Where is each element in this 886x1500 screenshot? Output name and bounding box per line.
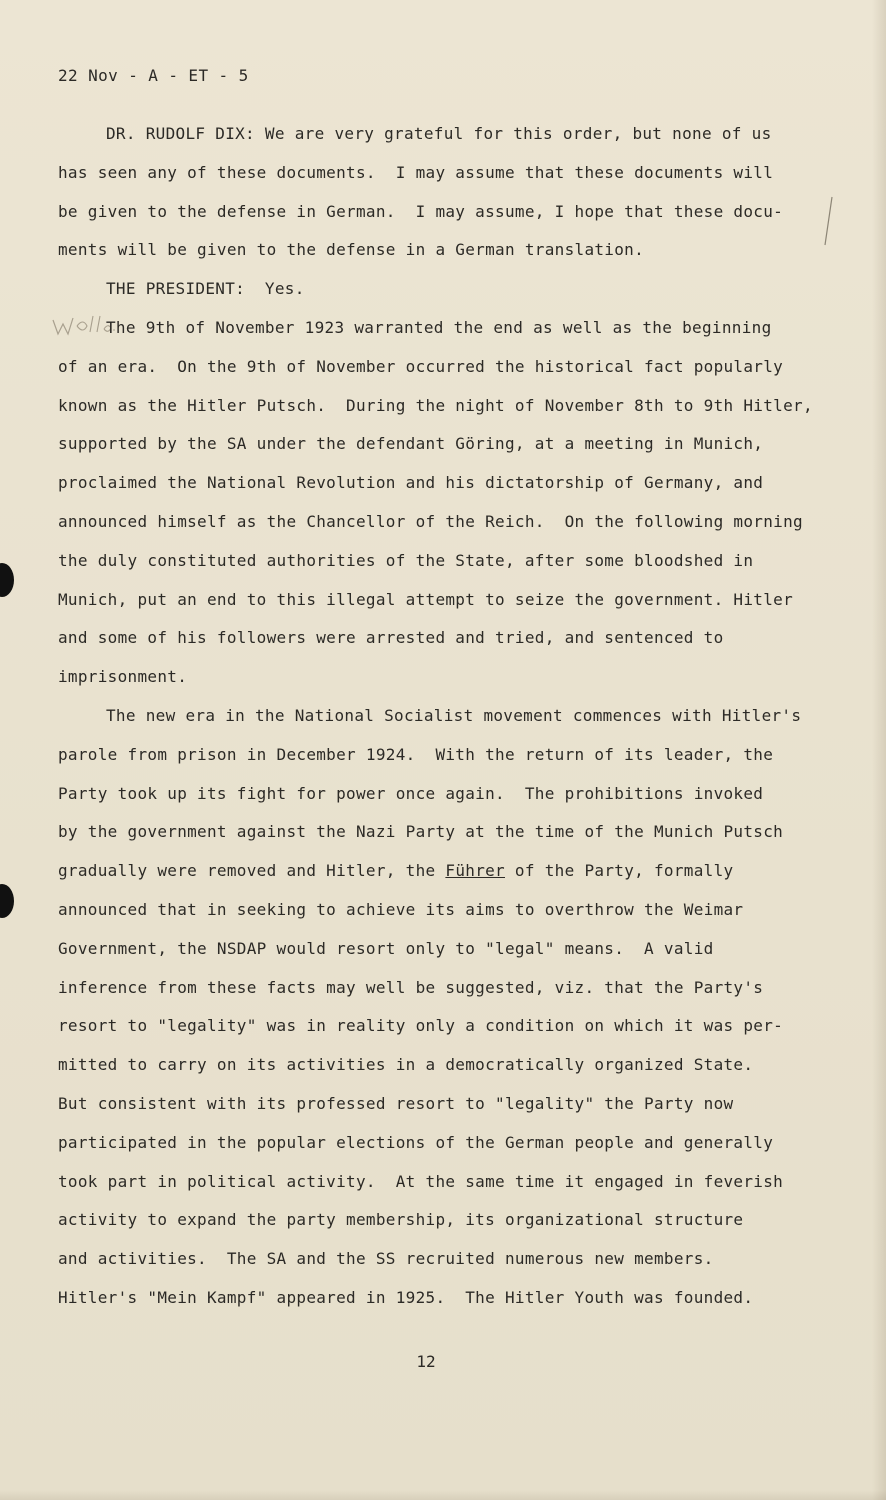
text-line: took part in political activity. At the same time it engaged in feverish [58,1171,784,1191]
text-line: Munich, put an end to this illegal attempt to seize the government. Hitler [58,589,794,609]
text-line: the duly constituted authorities of the State, after some bloodshed in [58,550,754,570]
text-line: announced himself as the Chancellor of the Reich. On the following morning [58,511,803,531]
text-line: parole from prison in December 1924. With the return of its leader, the [58,744,774,764]
text-line: resort to "legality" was in reality only a condition on which it was per- [58,1016,784,1036]
transcript-body [58,115,848,1318]
underlined-word: Führer [445,861,505,881]
text-line: mitted to carry on its activities in a democratically organized State. [58,1055,754,1075]
underline-suffix: of the Party, formally [505,861,734,881]
text-line: THE PRESIDENT: Yes. [106,279,305,299]
text-line: supported by the SA under the defendant Göring, at a meeting in Munich, [58,434,764,454]
binder-hole-bottom [0,884,14,918]
page-number: 12 [416,1352,436,1371]
text-line: by the government against the Nazi Party at the time of the Munich Putsch [58,822,784,842]
text-line: Government, the NSDAP would resort only to "legal" means. A valid [58,938,714,958]
text-line: and some of his followers were arrested and tried, and sentenced to [58,628,724,648]
text-line: known as the Hitler Putsch. During the night of November 8th to 9th Hitler, [58,395,813,415]
text-line-underlined-word [58,852,848,891]
text-line: ments will be given to the defense in a German translation. [58,240,645,260]
text-line: activity to expand the party membership, its organizational structure [58,1210,744,1230]
text-line: But consistent with its professed resort to "legality" the Party now [58,1093,734,1113]
text-line: The 9th of November 1923 warranted the end as well as the beginning [106,317,772,337]
page-header-reference: 22 Nov - A - ET - 5 [58,66,249,85]
text-line: announced that in seeking to achieve its aims to overthrow the Weimar [58,899,744,919]
text-line: DR. RUDOLF DIX: We are very grateful for this order, but none of us [106,124,772,143]
text-line: imprisonment. [58,667,188,687]
underline-prefix: gradually were removed and Hitler, the [58,861,446,881]
text-line: proclaimed the National Revolution and his dictatorship of Germany, and [58,473,764,493]
text-line: participated in the popular elections of the German people and generally [58,1132,774,1152]
text-line: inference from these facts may well be suggested, viz. that the Party's [58,977,764,997]
text-line: of an era. On the 9th of November occurred the historical fact popularly [58,356,784,376]
text-line: Hitler's "Mein Kampf" appeared in 1925. The Hitler Youth was founded. [58,1287,754,1307]
text-line: has seen any of these documents. I may assume that these documents will [58,162,774,182]
text-line: Party took up its fight for power once again. The prohibitions invoked [58,783,764,803]
text-line: The new era in the National Socialist movement commences with Hitler's [106,705,802,725]
text-line: be given to the defense in German. I may assume, I hope that these docu- [58,201,784,221]
text-line: and activities. The SA and the SS recruited numerous new members. [58,1249,714,1269]
binder-hole-top [0,563,14,597]
page-bottom-shadow [0,1490,886,1500]
page-edge-shadow [872,0,886,1500]
